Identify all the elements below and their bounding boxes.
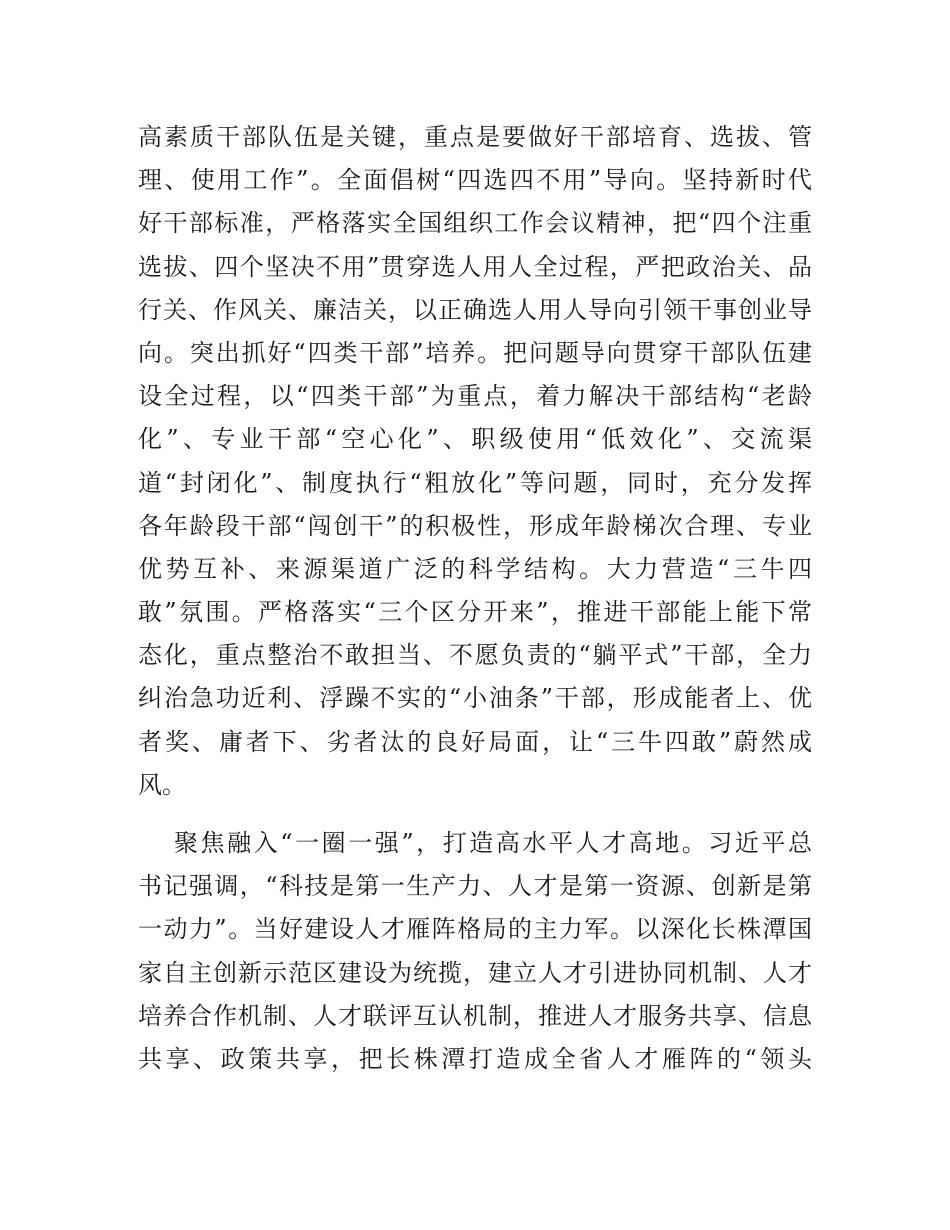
paragraph-2 (138, 822, 812, 1081)
text-line: 各年龄段干部“闯创干”的积极性，形成年龄梯次合理、专业 (138, 511, 812, 540)
text-line: 道“封闭化”、制度执行“粗放化”等问题，同时，充分发挥 (138, 468, 812, 497)
text-line: 风。 (138, 770, 186, 799)
text-line: 一动力”。当好建设人才雁阵格局的主力军。以深化长株潭国 (138, 915, 812, 944)
text-line: 向。突出抓好“四类干部”培养。把问题导向贯穿干部队伍建 (138, 338, 812, 367)
text-line: 培养合作机制、人才联评互认机制，推进人才服务共享、信息 (138, 1001, 812, 1030)
text-line: 设全过程，以“四类干部”为重点，着力解决干部结构“老龄 (138, 382, 812, 411)
text-line: 纠治急功近利、浮躁不实的“小油条”干部，形成能者上、优 (138, 684, 812, 713)
text-line: 书记强调，“科技是第一生产力、人才是第一资源、创新是第 (138, 872, 812, 901)
text-line: 高素质干部队伍是关键，重点是要做好干部培育、选拔、管 (138, 123, 812, 151)
text-line: 好干部标准，严格落实全国组织工作会议精神，把“四个注重 (138, 209, 812, 238)
paragraph-1 (138, 116, 812, 807)
text-line: 化”、专业干部“空心化”、职级使用“低效化”、交流渠 (138, 425, 812, 454)
text-line: 优势互补、来源渠道广泛的科学结构。大力营造“三牛四 (138, 554, 812, 583)
text-line: 选拔、四个坚决不用”贯穿选人用人全过程，严把政治关、品 (138, 252, 812, 281)
text-line: 理、使用工作”。全面倡树“四选四不用”导向。坚持新时代 (138, 166, 812, 195)
text-line: 聚焦融入“一圈一强”，打造高水平人才高地。习近平总 (174, 829, 812, 857)
text-line: 共享、政策共享，把长株潭打造成全省人才雁阵的“领头 (138, 1044, 812, 1073)
text-line: 态化，重点整治不敢担当、不愿负责的“躺平式”干部，全力 (138, 641, 812, 670)
text-line: 敢”氛围。严格落实“三个区分开来”，推进干部能上能下常 (138, 598, 812, 627)
text-line: 者奖、庸者下、劣者汰的良好局面，让“三牛四敢”蔚然成 (138, 727, 812, 756)
text-line: 家自主创新示范区建设为统揽，建立人才引进协同机制、人才 (138, 958, 812, 987)
text-line: 行关、作风关、廉洁关，以正确选人用人导向引领干事创业导 (138, 295, 812, 324)
